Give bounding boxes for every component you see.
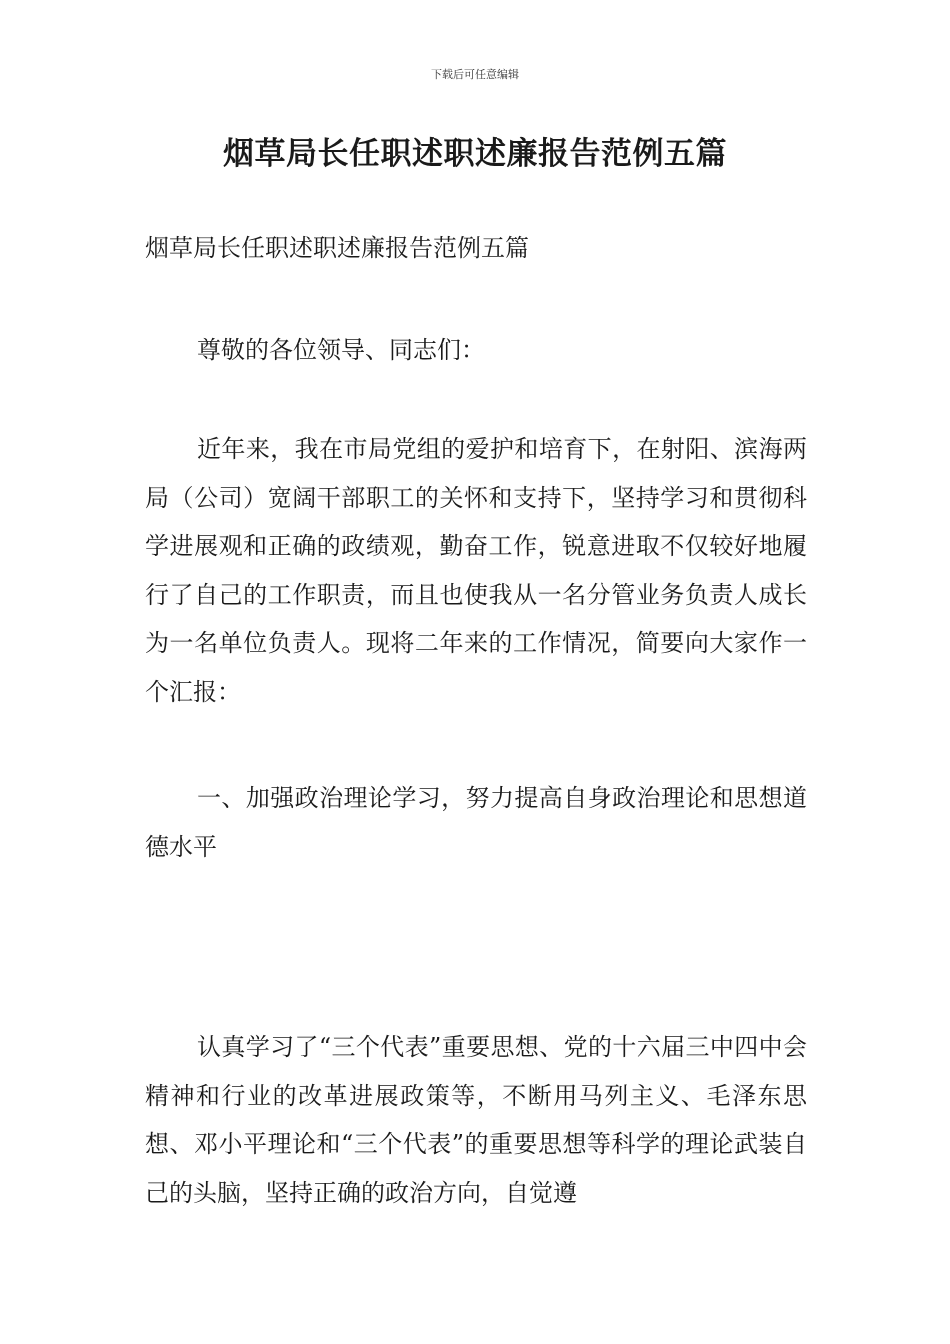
- header-note: 下载后可任意编辑: [431, 68, 519, 81]
- document-title: 烟草局长任职述职述廉报告范例五篇: [223, 136, 727, 172]
- section-heading-1: 一、加强政治理论学习，努力提高自身政治理论和思想道德水平: [145, 784, 807, 861]
- intro-paragraph: 近年来，我在市局党组的爱护和培育下，在射阳、滨海两局（公司）宽阔干部职工的关怀和支持下，坚持学习和贯彻科学进展观和正确的政绩观，勤奋工作，锐意进取不仅较好地履行了自己的工作职责，而且也使我从一名分管业务负责人成长为一名单位负责人。现将二年来的工作情况，简要向大家作一个汇报：: [145, 435, 807, 706]
- section-body-1: 认真学习了“三个代表”重要思想、党的十六届三中四中会精神和行业的改革进展政策等，不断用马列主义、毛泽东思想、邓小平理论和“三个代表”的重要思想等科学的理论武装自己的头脑，坚持正确的政治方向，自觉遵: [145, 1033, 807, 1207]
- document-subtitle: 烟草局长任职述职述廉报告范例五篇: [145, 234, 529, 262]
- greeting-paragraph: 尊敬的各位领导、同志们：: [197, 336, 485, 364]
